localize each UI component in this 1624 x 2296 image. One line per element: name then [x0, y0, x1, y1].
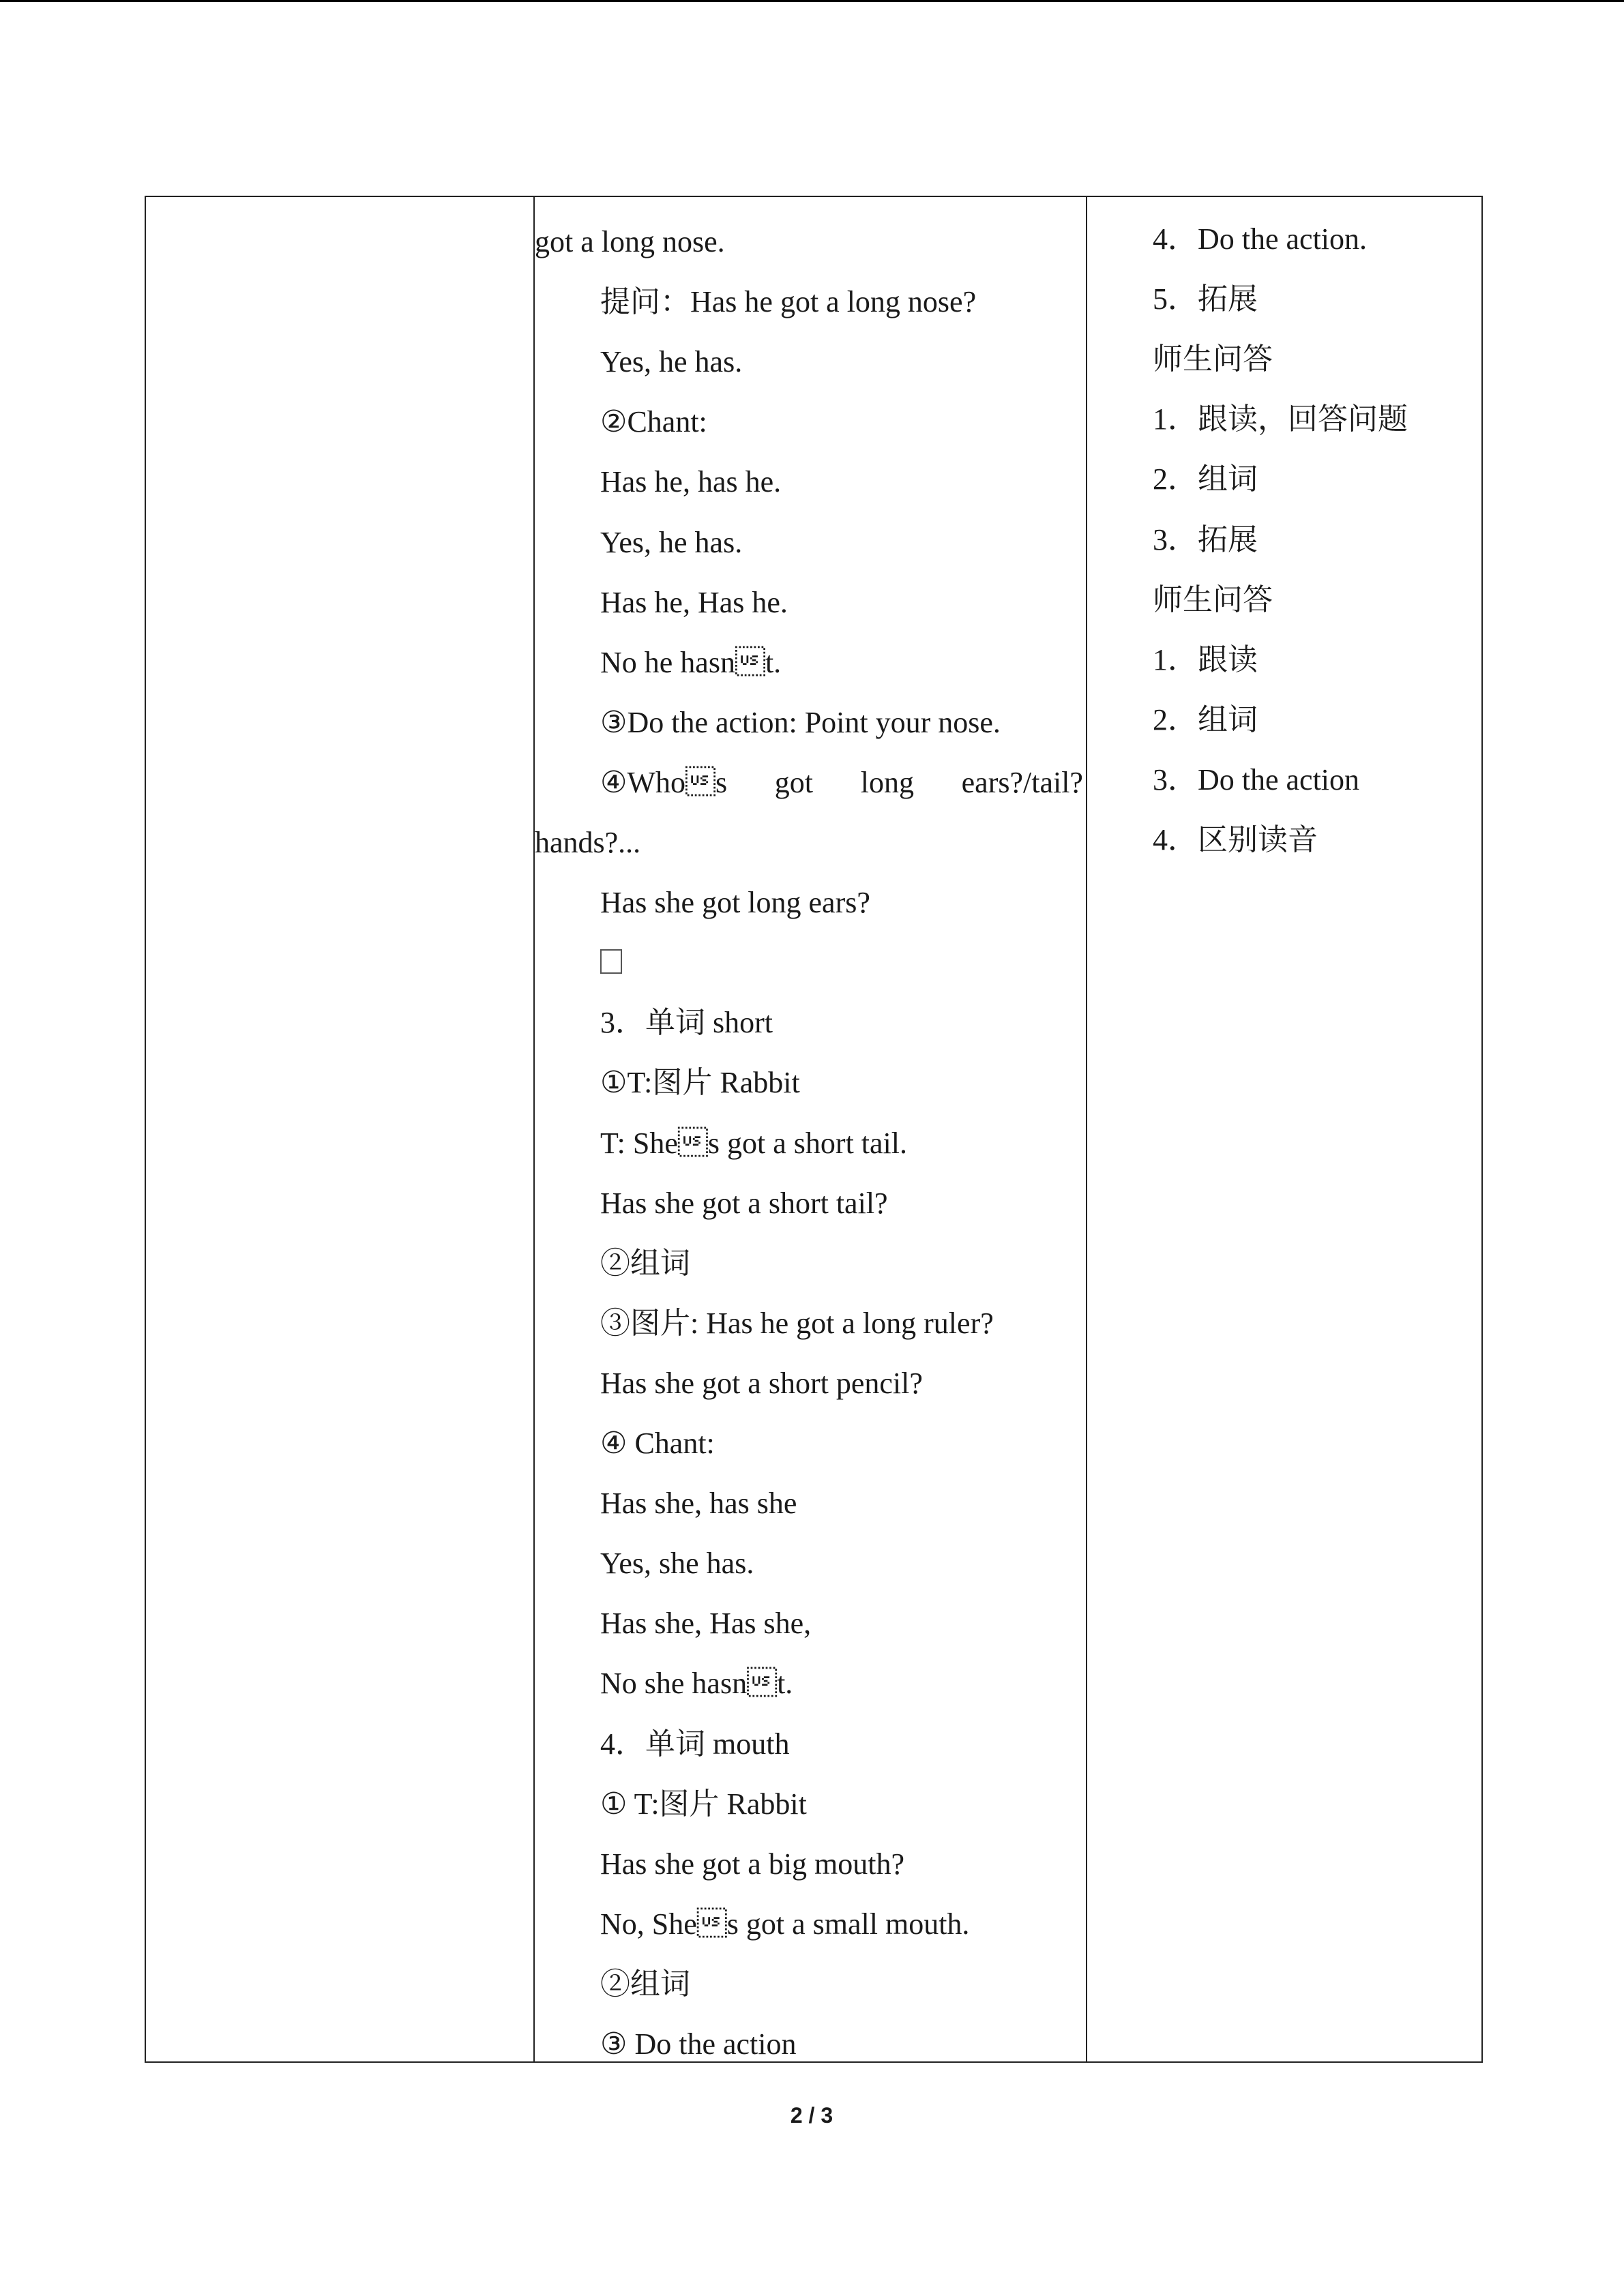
teaching-step-line: Has she got long ears? [600, 886, 870, 920]
teaching-step-line: ③Do the action: Point your nose. [600, 705, 1001, 739]
student-activity-line: 4．区别读音 [1153, 823, 1318, 856]
teaching-step-line [600, 764, 1083, 802]
teaching-step-line: ③图片: Has he got a long ruler? [600, 1306, 994, 1340]
teaching-step-line: 4．单词 mouth [600, 1727, 790, 1761]
empty-cell [145, 196, 534, 2062]
justified-word: ④Who s [600, 765, 728, 799]
teaching-step-line: 3．单词 short [600, 1006, 773, 1040]
teaching-step-line: ②组词 [600, 1246, 690, 1280]
student-activity-line: 3．Do the action [1153, 762, 1360, 796]
teaching-step-line: No she hasn t. [600, 1667, 793, 1701]
teaching-step-line: Has she, Has she, [600, 1607, 812, 1641]
teaching-step-line: No, She s got a small mouth. [600, 1907, 970, 1941]
teaching-step-line: ②组词 [600, 1967, 690, 2001]
teaching-step-line: got a long nose. [535, 225, 725, 258]
teaching-step-line: Has she got a big mouth? [600, 1847, 905, 1881]
teaching-step-line: 提问：Has he got a long nose? [600, 285, 977, 319]
justified-word: long [860, 765, 914, 799]
student-activity-line: 3．拓展 [1153, 522, 1258, 556]
teaching-step-line: Has she, has she [600, 1487, 797, 1521]
teaching-step-line: T: She s got a short tail. [600, 1126, 907, 1160]
justified-word: got [774, 765, 814, 799]
teaching-step-line: Has he, Has he. [600, 585, 788, 619]
student-activity-line: 5．拓展 [1153, 282, 1258, 316]
teaching-step-line: Yes, she has. [600, 1547, 754, 1581]
teaching-steps-cell [534, 196, 1087, 2062]
teaching-step-line: ②Chant: [600, 405, 707, 439]
teaching-step-line: Has he, has he. [600, 465, 782, 499]
empty-box-icon [600, 949, 622, 974]
page-number: 2 / 3 [790, 2103, 833, 2128]
teaching-step-line: ① T:图片 Rabbit [600, 1787, 807, 1821]
student-activities-cell [1087, 196, 1482, 2062]
teaching-step-line: ③ Do the action [600, 2027, 797, 2061]
table-row [145, 196, 1482, 2062]
top-border [0, 0, 1624, 2]
teaching-step-line: Has she got a short pencil? [600, 1366, 923, 1400]
teaching-step-line: No he hasn t. [600, 645, 782, 679]
student-activity-line: 1．跟读，回答问题 [1153, 402, 1408, 436]
teaching-step-line: hands?... [535, 826, 641, 859]
justified-word: ears?/tail? [961, 765, 1083, 799]
teaching-step-line: ①T:图片 Rabbit [600, 1066, 800, 1100]
student-activity-line: 师生问答 [1153, 342, 1273, 376]
teaching-step-line: ④ Chant: [600, 1427, 715, 1460]
student-activity-line: 2．组词 [1153, 702, 1258, 736]
student-activity-line: 2．组词 [1153, 462, 1258, 496]
student-activity-line: 师生问答 [1153, 582, 1273, 616]
student-activity-line: 4．Do the action. [1153, 222, 1368, 256]
teaching-step-line: Has she got a short tail? [600, 1186, 888, 1220]
teaching-step-line [600, 944, 622, 982]
student-activity-line: 1．跟读 [1153, 642, 1258, 676]
teaching-step-line: Yes, he has. [600, 345, 743, 379]
lesson-plan-table [145, 196, 1483, 2063]
teaching-step-line: Yes, he has. [600, 525, 743, 559]
